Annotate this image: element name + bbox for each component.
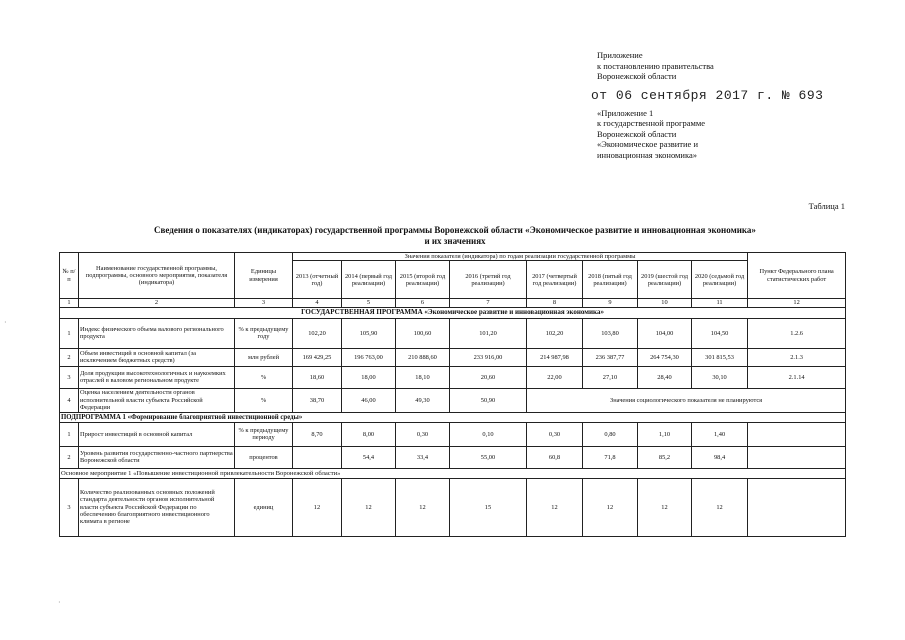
indicator-name: Оценка населением деятельности органов исполнительной власти субъекта Российской Федерации — [79, 388, 235, 412]
unit-cell: млн рублей — [235, 348, 293, 366]
column-number: 8 — [527, 299, 583, 307]
header-year: 2018 (пятый год реализации) — [583, 261, 638, 299]
margin-dot: · — [4, 318, 7, 327]
row-number: 2 — [60, 446, 79, 468]
value-cell: 1,40 — [692, 422, 748, 446]
value-cell: 85,2 — [638, 446, 692, 468]
header-values-group: Значения показателя (индикатора) по годам реализации государственной программы — [293, 253, 748, 261]
value-cell: 101,20 — [450, 318, 527, 348]
row-number: 3 — [60, 478, 79, 536]
column-number: 1 — [60, 299, 79, 307]
appendix-line: инновационная экономика» — [597, 149, 698, 160]
value-cell: 1,10 — [638, 422, 692, 446]
row-number: 4 — [60, 388, 79, 412]
unit-cell: процентов — [235, 446, 293, 468]
note-cell: Значения социологического показателя не планируются — [527, 388, 846, 412]
indicator-name: Прирост инвестиций в основной капитал — [79, 422, 235, 446]
appendix-line: Воронежской области — [597, 71, 677, 81]
indicator-name: Индекс физического объема валового регионального продукта — [79, 318, 235, 348]
column-number: 12 — [748, 299, 846, 307]
table-row — [60, 388, 846, 412]
value-cell: 196 763,00 — [342, 348, 396, 366]
margin-dot: · — [58, 598, 61, 607]
header-year: 2014 (первый год реализации) — [342, 261, 396, 299]
value-cell: 210 888,60 — [396, 348, 450, 366]
value-cell — [293, 446, 342, 468]
value-cell: 49,30 — [396, 388, 450, 412]
table-row — [60, 318, 846, 348]
header-year: 2013 (отчетный год) — [293, 261, 342, 299]
value-cell: 233 916,00 — [450, 348, 527, 366]
header-year: 2016 (третий год реализации) — [450, 261, 527, 299]
value-cell: 0,30 — [527, 422, 583, 446]
table-row — [60, 348, 846, 366]
value-cell: 0,10 — [450, 422, 527, 446]
value-cell: 102,20 — [293, 318, 342, 348]
header-num: № п/п — [60, 253, 79, 299]
value-cell: 98,4 — [692, 446, 748, 468]
header-name: Наименование государственной программы, подпрограммы, основного мероприятия, показателя (индикатора) — [79, 253, 235, 299]
value-cell: 27,10 — [583, 366, 638, 388]
indicator-name: Объем инвестиций в основной капитал (за исключением бюджетных средств) — [79, 348, 235, 366]
indicator-name: Доля продукции высокотехнологичных и наукоемких отраслей в валовом региональном продукте — [79, 366, 235, 388]
value-cell: 214 987,98 — [527, 348, 583, 366]
table-row — [60, 478, 846, 536]
value-cell: 12 — [527, 478, 583, 536]
value-cell: 105,90 — [342, 318, 396, 348]
unit-cell: % к предыдущему периоду — [235, 422, 293, 446]
value-cell: 264 754,30 — [638, 348, 692, 366]
subprogram-title: ПОДПРОГРАММА 1 «Формирование благоприятной инвестиционной среды» — [60, 412, 846, 422]
value-cell: 20,60 — [450, 366, 527, 388]
value-cell: 103,80 — [583, 318, 638, 348]
plan-point-cell: 1.2.6 — [748, 318, 846, 348]
value-cell: 54,4 — [342, 446, 396, 468]
column-number: 2 — [79, 299, 235, 307]
indicator-name: Уровень развития государственно-частного партнерства Воронежской области — [79, 446, 235, 468]
header-year: 2017 (четвертый год реализации) — [527, 261, 583, 299]
unit-cell: % — [235, 388, 293, 412]
row-number: 1 — [60, 318, 79, 348]
appendix-line: «Экономическое развитие и — [597, 139, 699, 149]
activity-title: Основное мероприятие 1 «Повышение инвестиционной привлекательности Воронежской области» — [60, 468, 846, 478]
appendix-line: Воронежской области — [597, 128, 677, 139]
column-number: 11 — [692, 299, 748, 307]
table-row — [60, 422, 846, 446]
unit-cell: % к предыдущему году — [235, 318, 293, 348]
document-title — [60, 225, 850, 247]
value-cell: 28,40 — [638, 366, 692, 388]
value-cell: 71,8 — [583, 446, 638, 468]
value-cell: 169 429,25 — [293, 348, 342, 366]
value-cell: 15 — [450, 478, 527, 536]
value-cell: 22,00 — [527, 366, 583, 388]
section-title: ГОСУДАРСТВЕННАЯ ПРОГРАММА «Экономическое развитие и инновационная экономика» — [60, 307, 846, 318]
value-cell: 55,00 — [450, 446, 527, 468]
date-stamp: от 06 сентября 2017 г. № 693 — [591, 87, 824, 103]
header-point: Пункт Федерального плана статистических работ — [748, 253, 846, 299]
value-cell: 12 — [342, 478, 396, 536]
unit-cell: единиц — [235, 478, 293, 536]
value-cell: 18,60 — [293, 366, 342, 388]
value-cell: 104,00 — [638, 318, 692, 348]
column-number: 6 — [396, 299, 450, 307]
value-cell: 0,30 — [396, 422, 450, 446]
row-number: 1 — [60, 422, 79, 446]
appendix-line: к постановлению правительства — [597, 60, 714, 71]
table-row — [60, 366, 846, 388]
value-cell: 50,90 — [450, 388, 527, 412]
header-year: 2020 (седьмой год реализации) — [692, 261, 748, 299]
appendix-line: Приложение — [597, 50, 643, 60]
table-row — [60, 446, 846, 468]
column-number: 9 — [583, 299, 638, 307]
plan-point-cell: 2.1.3 — [748, 348, 846, 366]
row-number: 2 — [60, 348, 79, 366]
appendix-block — [591, 50, 824, 160]
row-number: 3 — [60, 366, 79, 388]
unit-cell: % — [235, 366, 293, 388]
column-number: 3 — [235, 299, 293, 307]
column-number: 7 — [450, 299, 527, 307]
header-year: 2015 (второй год реализации) — [396, 261, 450, 299]
column-number: 4 — [293, 299, 342, 307]
title-line-1: Сведения о показателях (индикаторах) государственной программы Воронежской области «Экономическое развитие и инновационная экономика» — [154, 225, 756, 235]
indicators-table — [59, 252, 846, 537]
value-cell: 8,70 — [293, 422, 342, 446]
title-line-2: и их значениях — [424, 236, 486, 246]
value-cell: 100,60 — [396, 318, 450, 348]
value-cell: 18,00 — [342, 366, 396, 388]
column-number: 10 — [638, 299, 692, 307]
plan-point-cell — [748, 478, 846, 536]
value-cell: 236 387,77 — [583, 348, 638, 366]
value-cell: 18,10 — [396, 366, 450, 388]
value-cell: 8,00 — [342, 422, 396, 446]
column-number: 5 — [342, 299, 396, 307]
value-cell: 12 — [396, 478, 450, 536]
plan-point-cell: 2.1.14 — [748, 366, 846, 388]
value-cell: 12 — [638, 478, 692, 536]
value-cell: 12 — [293, 478, 342, 536]
value-cell: 12 — [583, 478, 638, 536]
value-cell: 301 815,53 — [692, 348, 748, 366]
value-cell: 12 — [692, 478, 748, 536]
value-cell: 38,70 — [293, 388, 342, 412]
value-cell: 60,8 — [527, 446, 583, 468]
plan-point-cell — [748, 422, 846, 446]
value-cell: 30,10 — [692, 366, 748, 388]
value-cell: 0,80 — [583, 422, 638, 446]
header-unit: Единицы измерения — [235, 253, 293, 299]
appendix-line: к государственной программе — [597, 118, 706, 128]
header-year: 2019 (шестой год реализации) — [638, 261, 692, 299]
appendix-line: «Приложение 1 — [597, 107, 654, 118]
value-cell: 33,4 — [396, 446, 450, 468]
indicator-name: Количество реализованных основных положений стандарта деятельности органов исполнительной власти субъекта Российской Федерации по обеспечению благоприятного инвестиционного климата в регионе — [79, 478, 235, 536]
plan-point-cell — [748, 446, 846, 468]
value-cell: 102,20 — [527, 318, 583, 348]
value-cell: 104,50 — [692, 318, 748, 348]
table-label: Таблица 1 — [808, 201, 845, 211]
value-cell: 46,00 — [342, 388, 396, 412]
